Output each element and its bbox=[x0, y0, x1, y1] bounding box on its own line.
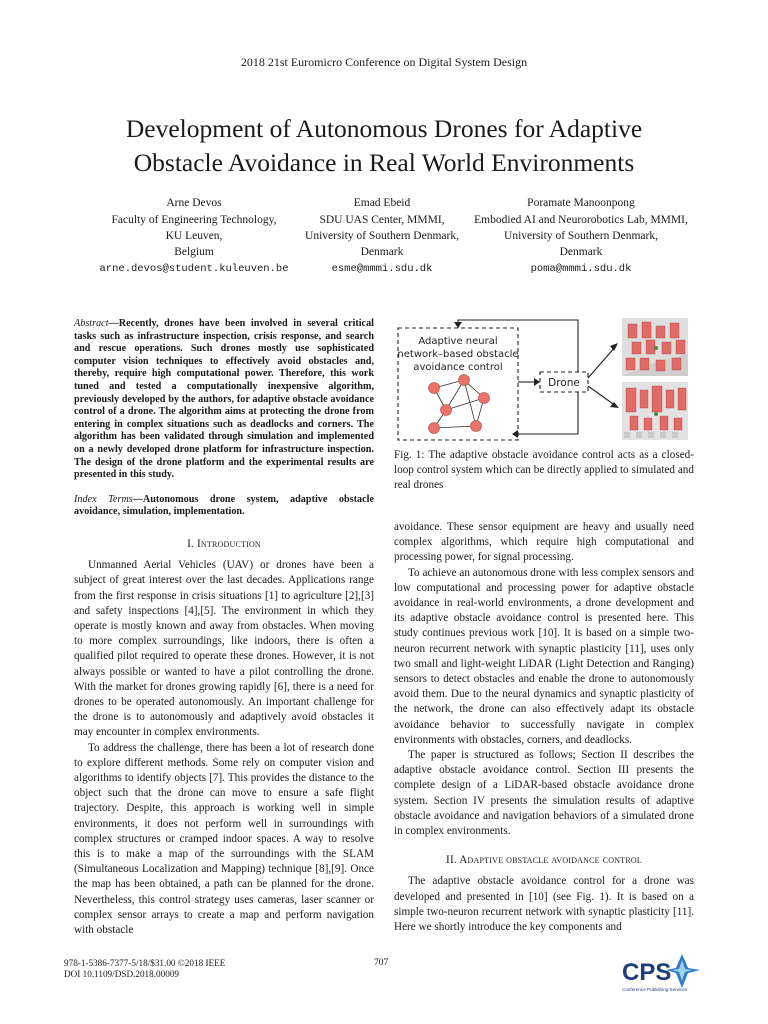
section-heading: II. Adaptive obstacle avoidance control bbox=[446, 854, 642, 867]
author-affiliation: Embodied AI and Neurorobotics Lab, MMMI, bbox=[474, 214, 688, 226]
author-affiliation: University of Southern Denmark, bbox=[504, 230, 658, 242]
author-affiliation: KU Leuven, bbox=[165, 230, 223, 242]
author-affiliation: Denmark bbox=[360, 246, 404, 258]
section-heading: I. Introduction bbox=[187, 537, 261, 550]
controller-label-2: network–based obstacle bbox=[397, 349, 519, 360]
paragraph: The adaptive obstacle avoidance control for a drone was developed and presented in [10] (see Fig. 1). It is based on a simple two-neuron recurrent network with synaptic plasticity [11]. Here we shortly introduce the key components and bbox=[394, 875, 694, 934]
author-block bbox=[68, 195, 320, 277]
author-affiliation: Denmark bbox=[559, 246, 603, 258]
neuron-node bbox=[471, 421, 482, 432]
title-line-1: Development of Autonomous Drones for Adaptive bbox=[125, 114, 643, 143]
simulation-image-top bbox=[622, 318, 688, 376]
cps-logo-text: CPS bbox=[622, 959, 672, 986]
simulation-image-bottom bbox=[622, 382, 688, 440]
paragraph: avoidance. These sensor equipment are heavy and usually need complex algorithms, which require high computational and processing power, for signal processing. bbox=[394, 521, 694, 564]
conference-header: 2018 21st Euromicro Conference on Digital System Design bbox=[240, 55, 528, 69]
abstract bbox=[74, 318, 374, 482]
abstract-text: —Recently, drones have been involved in several critical tasks such as infrastructure inspection, crisis response, and search and rescue operations. Such drones mostly use sophisticated computer vision techniques to effectively avoid obstacles and, thereby, require high computational power. Therefore, this work tuned and tested a computationally inexpensive algorithm, previously developed by the authors, for adaptive obstacle avoidance control of a drone. The algorithm aims at protecting the drone from entering in complex situations such as deadlocks and corners. The algorithm has been validated through simulation and implemented on a newly developed drone platform for infrastructure inspection. The design of the drone platform and the experimental results are presented in this study. bbox=[74, 318, 374, 481]
author-email[interactable]: esme@mmmi.sdu.dk bbox=[331, 263, 433, 275]
abstract-label: Abstract bbox=[74, 318, 109, 329]
neuron-node bbox=[429, 383, 440, 394]
right-column bbox=[394, 520, 694, 935]
author-affiliation: Faculty of Engineering Technology, bbox=[111, 214, 277, 226]
arrow-head bbox=[534, 378, 540, 386]
neural-network-nodes bbox=[429, 375, 490, 434]
controller-label-1: Adaptive neural bbox=[418, 336, 498, 347]
arrow-to-sim bbox=[588, 346, 616, 378]
arrow-head bbox=[610, 343, 618, 351]
author-email[interactable]: arne.devos@student.kuleuven.be bbox=[99, 263, 289, 275]
author-name: Emad Ebeid bbox=[353, 197, 411, 209]
page-number: 707 bbox=[374, 958, 389, 968]
arrow-to-real bbox=[588, 386, 616, 406]
drone-label: Drone bbox=[548, 377, 580, 389]
neuron-node bbox=[479, 393, 490, 404]
left-column bbox=[74, 318, 374, 938]
neuron-node bbox=[459, 375, 470, 386]
paragraph: To address the challenge, there has been a lot of research done to explore different methods. Some rely on computer vision and algorithms to identify objects [7]. This provides the distance to the object such that the drone can move to ensure a safe flight trajectory. Despite, this approach is working well in simple environments, it does not perform well in surroundings with complex structures or cramped indoor spaces. A way to resolve this is to make a map of the surroundings with the SLAM (Simultaneous Localization and Mapping) technique [8],[9]. Once the map has been obtained, a path can be planned for the drone. Nevertheless, this control strategy uses cameras, laser scanner or complex sensor arrays to create a map and perform navigation with obstacle bbox=[74, 741, 374, 936]
arrow-head bbox=[454, 322, 462, 328]
paper-title bbox=[40, 112, 728, 180]
controller-label-3: avoidance control bbox=[413, 362, 503, 373]
author-block bbox=[296, 195, 468, 277]
footer-copyright bbox=[64, 958, 225, 980]
author-affiliation: University of Southern Denmark, bbox=[305, 230, 459, 242]
title-line-2: Obstacle Avoidance in Real World Environments bbox=[133, 148, 635, 177]
cps-logo-subtitle: Conference Publishing Services bbox=[622, 987, 688, 992]
neuron-node bbox=[441, 405, 452, 416]
index-terms bbox=[74, 494, 374, 519]
author-affiliation: SDU UAS Center, MMMI, bbox=[319, 214, 445, 226]
author-name: Arne Devos bbox=[166, 197, 222, 209]
figure-caption: Fig. 1: The adaptive obstacle avoidance control acts as a closed-loop control system which can be directly applied to simulated and real drones bbox=[394, 449, 694, 492]
paragraph: Unmanned Aerial Vehicles (UAV) or drones have been a subject of great interest over the last decades. Applications range from the first response in crisis situations [1] to agriculture [2],[3] and safety inspections [4],[5]. The environment in which they operate is mostly known and away from obstacles. When moving to more complex surroundings, like indoors, there is often a qualified pilot required to operate these drones. However, it is not always possible or wanted to have a pilot controlling the drone. With the market for drones growing rapidly [6], there is a need for drones to be operated autonomously. An important challenge for the drone is to autonomously and adaptively avoid obstacles it may encounter in complex environments. bbox=[74, 559, 374, 739]
figure-1 bbox=[394, 318, 694, 442]
index-terms-label: Index Terms bbox=[74, 493, 133, 505]
footer-doi[interactable]: DOI 10.1109/DSD.2018.00009 bbox=[64, 969, 180, 979]
paragraph: The paper is structured as follows; Section II describes the adaptive obstacle avoidance control. Section III presents the complete design of a LiDAR-based obstacle avoidance drone system. Section IV presents the simulation results of adaptive obstacle avoidance and navigation behaviors of a simulated drone in complex environments. bbox=[394, 749, 694, 838]
author-affiliation: Belgium bbox=[174, 246, 214, 258]
neuron-node bbox=[429, 423, 440, 434]
paragraph: To achieve an autonomous drone with less complex sensors and low computational and processing power for adaptive obstacle avoidance in real-world environments, a drone development and its adaptive obstacle avoidance control is presented here. This study continues previous work [10]. It is based on a simple two-neuron recurrent network with synaptic plasticity [11], uses only two small and light-weight LiDAR (Light Detection and Ranging) sensors to detect obstacles and enable the drone to autonomously avoid them. Due to the neural dynamics and synaptic plasticity of the network, the drone can also effectively adapt its obstacle avoidance behavior to successfully navigate in complex environments with obstacles, corners, and deadlocks. bbox=[394, 566, 694, 746]
arrow-head bbox=[512, 430, 518, 438]
cps-logo bbox=[620, 950, 700, 995]
author-block bbox=[458, 195, 704, 277]
index-terms-text: —Autonomous drone system, adaptive obstacle avoidance, simulation, implementation. bbox=[74, 493, 374, 518]
author-email[interactable]: poma@mmmi.sdu.dk bbox=[530, 263, 632, 275]
footer-isbn: 978-1-5386-7377-5/18/$31.00 ©2018 IEEE bbox=[64, 958, 226, 968]
author-name: Poramate Manoonpong bbox=[527, 197, 635, 209]
